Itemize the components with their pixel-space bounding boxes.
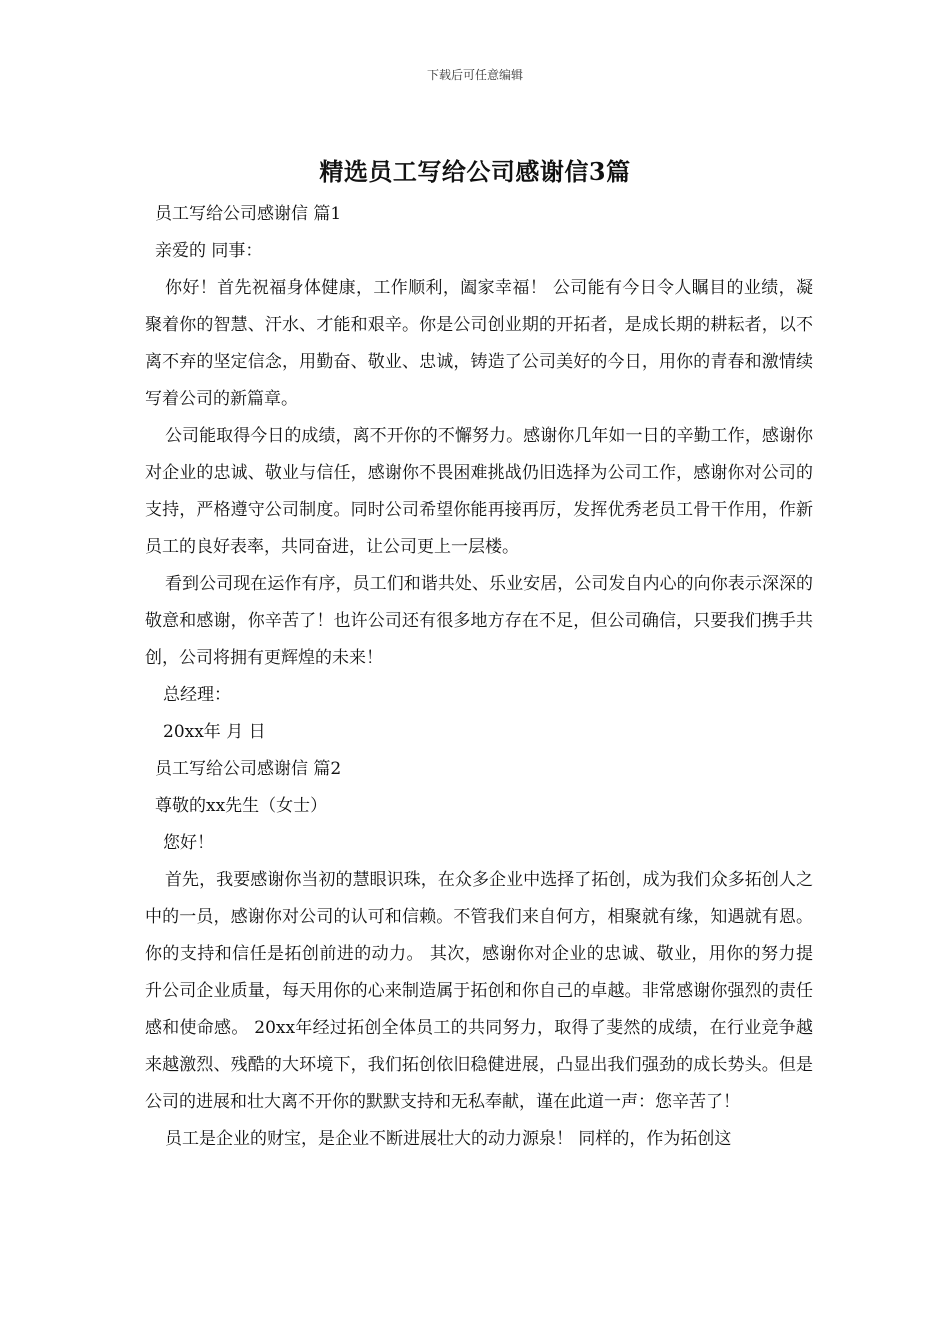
- letter1-paragraph-1: 你好！首先祝福身体健康，工作顺利，阖家幸福！ 公司能有今日令人瞩目的业绩，凝聚着你的智慧、汗水、才能和艰辛。你是公司创业期的开拓者，是成长期的耕耘者，以不离不弃的坚定信念，用勤奋、敬业、忠诚，铸造了公司美好的今日，用你的青春和激情续写着公司的新篇章。: [145, 278, 813, 409]
- letter1-date: 20xx年 月 日: [163, 722, 266, 742]
- letter2-greeting: 您好！: [163, 833, 214, 853]
- letter2-heading: 员工写给公司感谢信 篇2: [155, 759, 342, 779]
- letter1-heading: 员工写给公司感谢信 篇1: [155, 204, 342, 224]
- letter1-signer: 总经理：: [163, 685, 231, 705]
- letter2-paragraph-2: 员工是企业的财宝，是企业不断进展壮大的动力源泉！ 同样的，作为拓创这: [165, 1129, 732, 1149]
- header-note: 下载后可任意编辑: [426, 68, 523, 82]
- letter1-paragraph-2: 公司能取得今日的成绩，离不开你的不懈努力。感谢你几年如一日的辛勤工作，感谢你对企业的忠诚、敬业与信任，感谢你不畏困难挑战仍旧选择为公司工作，感谢你对公司的支持，严格遵守公司制度。同时公司希望你能再接再厉，发挥优秀老员工骨干作用，作新员工的良好表率，共同奋进，让公司更上一层楼。: [145, 426, 813, 557]
- letter1-salutation: 亲爱的 同事：: [155, 241, 263, 261]
- letter2-paragraph-1: 首先，我要感谢你当初的慧眼识珠，在众多企业中选择了拓创，成为我们众多拓创人之中的一员，感谢你对公司的认可和信赖。不管我们来自何方，相聚就有缘，知遇就有恩。你的支持和信任是拓创前进的动力。 其次，感谢你对企业的忠诚、敬业，用你的努力提升公司企业质量，每天用你的心来制造属于拓创和你自己的卓越。非常感谢你强烈的责任感和使命感。 20xx年经过拓创全体员工的共同努力，取得了斐然的成绩，在行业竞争越来越激烈、残酷的大环境下，我们拓创依旧稳健进展，凸显出我们强劲的成长势头。但是公司的进展和壮大离不开你的默默支持和无私奉献，谨在此道一声：您辛苦了！: [145, 870, 813, 1112]
- letter1-paragraph-3: 看到公司现在运作有序，员工们和谐共处、乐业安居，公司发自内心的向你表示深深的敬意和感谢，你辛苦了！也许公司还有很多地方存在不足，但公司确信，只要我们携手共创，公司将拥有更辉煌的未来！: [145, 574, 813, 668]
- document-body: [145, 196, 813, 1158]
- document-title: 精选员工写给公司感谢信3篇: [319, 157, 631, 186]
- letter2-salutation: 尊敬的xx先生（女士）: [155, 796, 328, 816]
